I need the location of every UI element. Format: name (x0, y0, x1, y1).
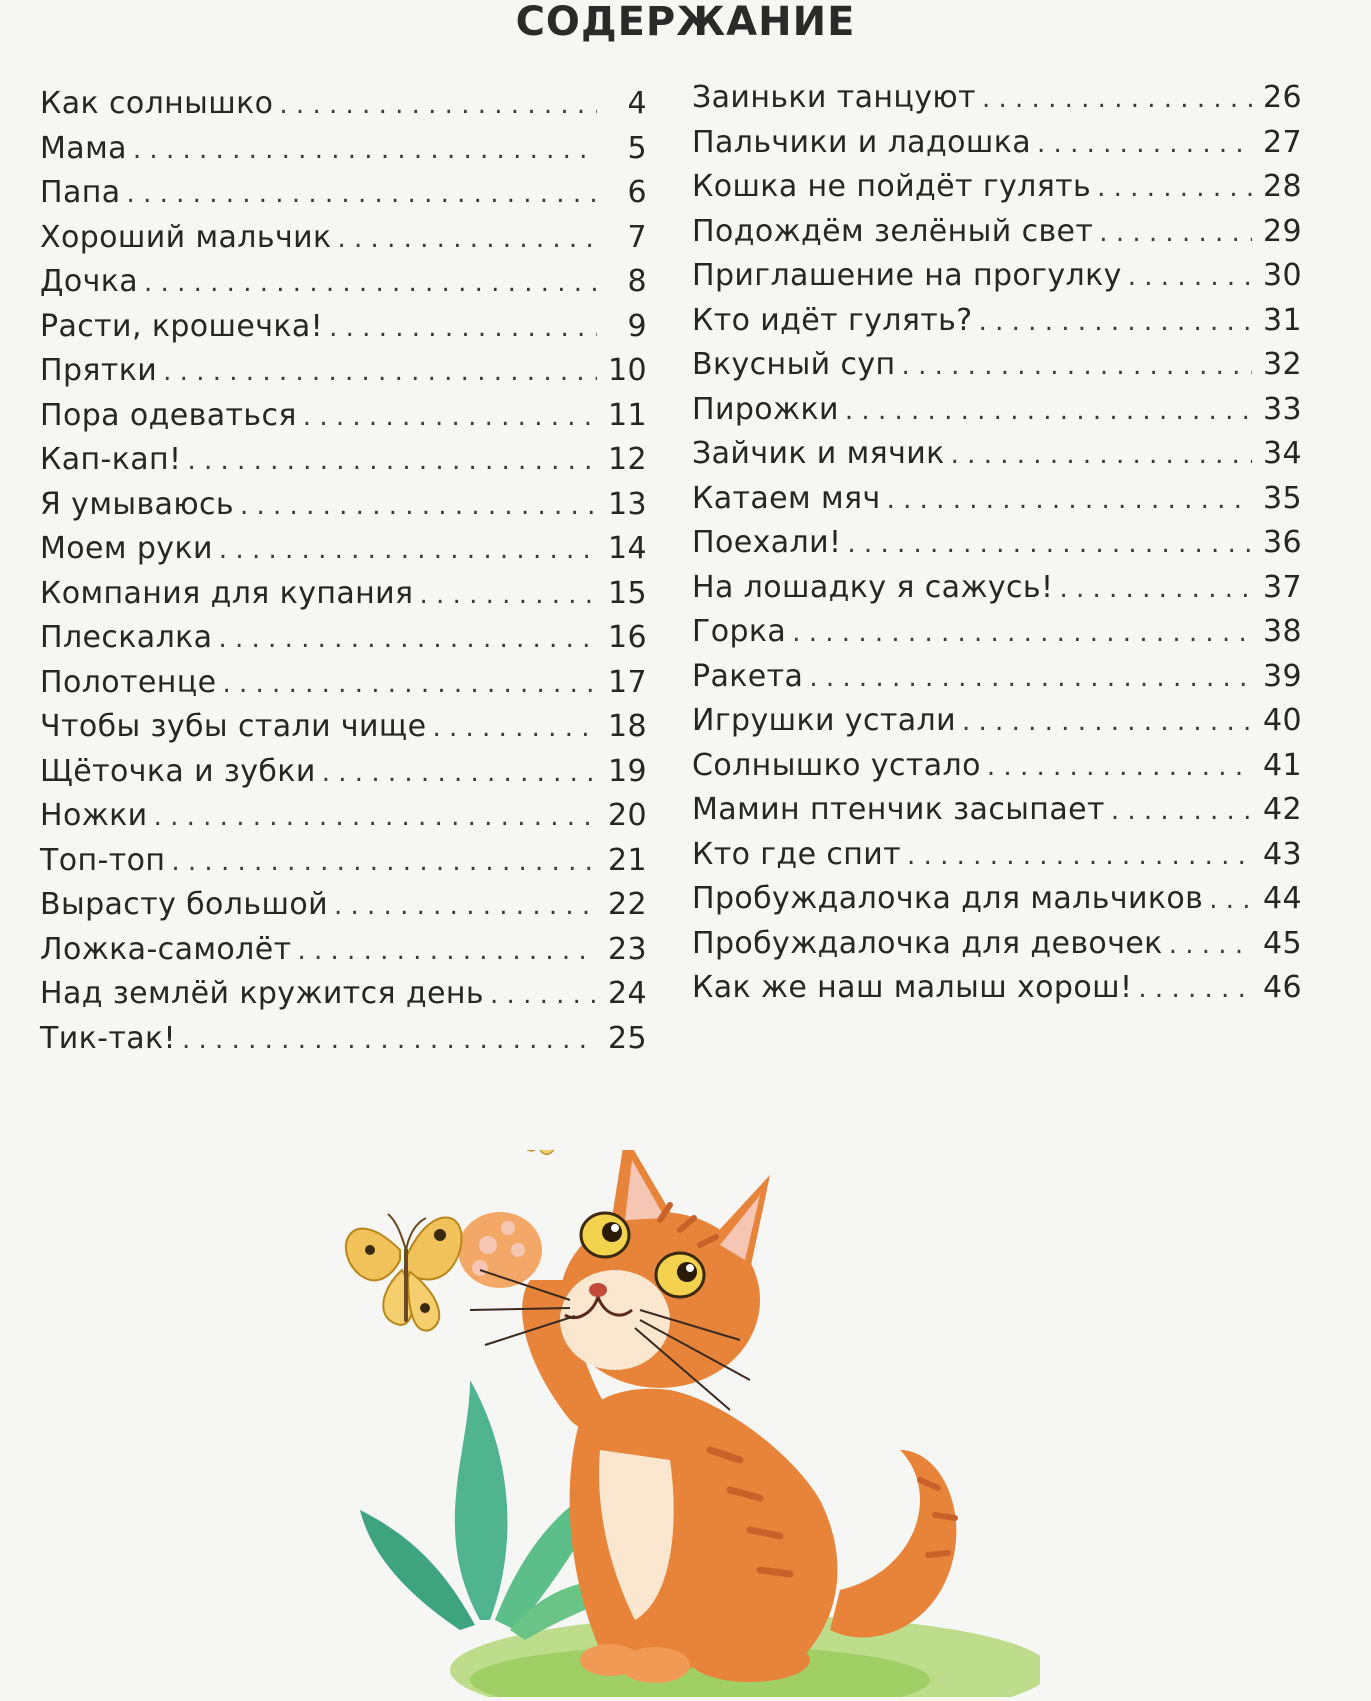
toc-leader-dots (338, 217, 598, 261)
toc-leader-dots (847, 522, 1252, 566)
toc-entry-page: 45 (1263, 925, 1302, 961)
toc-leader-dots (792, 611, 1252, 655)
toc-leader-dots (297, 929, 597, 973)
toc-leader-dots (171, 840, 597, 884)
toc-leader-dots (218, 617, 597, 661)
toc-entry-page: 31 (1263, 302, 1302, 338)
toc-entry-page: 29 (1263, 213, 1302, 249)
toc-entry-title: Кто где спит (692, 836, 902, 872)
toc-entry (40, 883, 647, 928)
kitten-with-butterflies-icon (280, 1150, 1040, 1697)
toc-entry (692, 121, 1302, 166)
toc-entry (40, 794, 647, 839)
toc-entry-page: 15 (608, 575, 647, 611)
toc-entry (692, 76, 1302, 121)
toc-entry-page: 30 (1263, 258, 1302, 293)
toc-entry-page: 44 (1263, 881, 1302, 916)
toc-entry-page: 5 (627, 130, 647, 166)
toc-leader-dots (1097, 166, 1252, 210)
toc-entry-title: Мамин птенчик засыпает (692, 792, 1105, 827)
toc-leader-dots (1128, 255, 1252, 299)
toc-entry (692, 922, 1302, 967)
toc-entry-page: 37 (1263, 569, 1302, 605)
toc-entry-title: Дочка (40, 264, 139, 299)
toc-leader-dots (163, 350, 597, 394)
toc-entry (40, 171, 647, 216)
toc-entry (40, 349, 647, 394)
toc-entry-page: 18 (608, 709, 647, 744)
toc-entry (692, 343, 1302, 388)
toc-entry-page: 4 (627, 86, 647, 121)
toc-entry-page: 16 (608, 620, 647, 655)
toc-entry-title: Приглашение на прогулку (692, 258, 1122, 293)
toc-leader-dots (962, 700, 1252, 744)
toc-entry-page: 11 (608, 397, 647, 433)
toc-entry (40, 483, 647, 528)
toc-leader-dots (1037, 122, 1252, 166)
toc-leader-dots (322, 751, 597, 795)
page-title: СОДЕРЖАНИЕ (515, 0, 856, 45)
toc-leader-dots (845, 389, 1252, 433)
toc-leader-dots (982, 77, 1252, 121)
toc-entry (692, 655, 1302, 700)
toc-leader-dots (133, 128, 597, 172)
toc-entry (692, 833, 1302, 878)
toc-leader-dots (987, 745, 1252, 789)
toc-entry-page: 46 (1263, 970, 1302, 1005)
toc-entry (692, 165, 1302, 210)
toc-entry-page: 27 (1263, 124, 1302, 160)
toc-leader-dots (420, 573, 597, 617)
toc-entry-title: Ракета (692, 658, 804, 694)
toc-entry-page: 8 (627, 264, 647, 299)
toc-leader-dots (432, 706, 597, 750)
toc-entry-title: Мама (40, 130, 127, 166)
toc-entry-title: Я умываюсь (40, 486, 234, 522)
toc-entry (692, 432, 1302, 477)
toc-entry-page: 41 (1263, 747, 1302, 783)
toc-entry-title: Компания для купания (40, 575, 414, 611)
toc-entry-title: Катаем мяч (692, 480, 881, 516)
toc-leader-dots (490, 973, 597, 1017)
toc-entry-title: Ложка-самолёт (40, 931, 292, 967)
toc-entry-title: Как солнышко (40, 86, 274, 121)
toc-leader-dots (1099, 211, 1252, 255)
toc-entry-page: 28 (1263, 169, 1302, 204)
toc-entry (40, 394, 647, 439)
toc-entry (40, 1017, 647, 1062)
toc-entry-title: Вырасту большой (40, 887, 328, 922)
toc-entry (40, 260, 647, 305)
toc-entry-page: 14 (608, 531, 647, 566)
toc-entry-page: 35 (1263, 480, 1302, 516)
toc-entry-page: 33 (1263, 391, 1302, 427)
toc-leader-dots (1169, 923, 1252, 967)
toc-entry (692, 788, 1302, 833)
toc-entry-title: На лошадку я сажусь! (692, 569, 1054, 605)
toc-entry (40, 216, 647, 261)
toc-leader-dots (1111, 789, 1252, 833)
toc-leader-dots (127, 172, 597, 216)
toc-entry (40, 438, 647, 483)
toc-entry-title: Чтобы зубы стали чище (40, 709, 427, 744)
toc-entry (692, 210, 1302, 255)
toc-entry-page: 39 (1263, 658, 1302, 694)
toc-leader-dots (1059, 567, 1252, 611)
toc-entry-title: Солнышко устало (692, 747, 981, 783)
toc-entry (40, 972, 647, 1017)
toc-entry-title: Зайчик и мячик (692, 436, 945, 471)
toc-leader-dots (240, 484, 597, 528)
toc-entry-page: 26 (1263, 80, 1302, 115)
toc-leader-dots (907, 834, 1252, 878)
toc-entry (40, 616, 647, 661)
toc-entry-title: Кап-кап! (40, 442, 182, 477)
toc-entry-title: Пробуждалочка для мальчиков (692, 881, 1204, 916)
toc-entry-title: Над землёй кружится день (40, 976, 485, 1011)
toc-entry (692, 966, 1302, 1011)
toc-entry-title: Вкусный суп (692, 347, 896, 382)
toc-leader-dots (187, 439, 597, 483)
toc-leader-dots (182, 1018, 597, 1062)
toc-entry-title: Тик-так! (40, 1020, 176, 1056)
toc-entry (692, 699, 1302, 744)
toc-entry (40, 127, 647, 172)
toc-entry-title: Игрушки устали (692, 703, 956, 738)
toc-leader-dots (334, 884, 597, 928)
toc-entry (692, 299, 1302, 344)
toc-entry (40, 82, 647, 127)
toc-entry-title: Кошка не пойдёт гулять (692, 169, 1092, 204)
toc-entry-title: Пальчики и ладошка (692, 124, 1032, 160)
toc-leader-dots (144, 261, 597, 305)
toc-entry-page: 38 (1263, 614, 1302, 649)
toc-entry-page: 24 (608, 976, 647, 1011)
toc-entry-page: 42 (1263, 792, 1302, 827)
toc-entry-title: Кто идёт гулять? (692, 302, 973, 338)
toc-entry-title: Пробуждалочка для девочек (692, 925, 1163, 961)
toc-entry-title: Пора одеваться (40, 397, 297, 433)
toc-leader-dots (222, 662, 597, 706)
toc-entry-title: Хороший мальчик (40, 219, 332, 255)
toc-entry-title: Как же наш малыш хорош! (692, 970, 1133, 1005)
toc-leader-dots (902, 344, 1252, 388)
toc-entry-title: Полотенце (40, 664, 217, 700)
toc-entry-title: Моем руки (40, 531, 213, 566)
toc-entry-page: 19 (608, 753, 647, 789)
toc-entry-page: 7 (627, 219, 647, 255)
toc-entry-page: 17 (608, 664, 647, 700)
toc-entry (40, 661, 647, 706)
toc-entry (40, 527, 647, 572)
toc-leader-dots (1138, 967, 1252, 1011)
toc-entry-title: Пирожки (692, 391, 839, 427)
toc-entry (692, 610, 1302, 655)
toc-leader-dots (951, 433, 1252, 477)
toc-entry-title: Плескалка (40, 620, 213, 655)
toc-entry (692, 877, 1302, 922)
toc-leader-dots (809, 656, 1252, 700)
toc-entry-page: 23 (608, 931, 647, 967)
toc-entry-page: 9 (627, 308, 647, 344)
toc-entry-page: 21 (608, 842, 647, 878)
toc-entry (692, 254, 1302, 299)
toc-entry (40, 705, 647, 750)
toc-entry-title: Прятки (40, 353, 158, 388)
toc-entry-title: Ножки (40, 798, 148, 833)
toc-entry-page: 6 (627, 175, 647, 210)
toc-entry-title: Поехали! (692, 525, 842, 560)
toc-entry (692, 521, 1302, 566)
toc-entry-page: 36 (1263, 525, 1302, 560)
toc-entry-page: 13 (608, 486, 647, 522)
toc-entry-title: Подождём зелёный свет (692, 213, 1094, 249)
toc-leader-dots (979, 300, 1252, 344)
toc-entry-title: Топ-топ (40, 842, 166, 878)
toc-entry-page: 20 (608, 798, 647, 833)
toc-entry (692, 388, 1302, 433)
toc-entry (40, 928, 647, 973)
toc-leader-dots (1209, 878, 1252, 922)
toc-entry (40, 305, 647, 350)
toc-entry-page: 10 (608, 353, 647, 388)
toc-leader-dots (279, 83, 597, 127)
toc-entry-page: 43 (1263, 836, 1302, 872)
toc-entry-title: Заиньки танцуют (692, 80, 976, 115)
toc-entry-page: 40 (1263, 703, 1302, 738)
toc-leader-dots (329, 306, 597, 350)
toc-entry-page: 32 (1263, 347, 1302, 382)
toc-column-left (40, 82, 647, 1061)
toc-entry-page: 12 (608, 442, 647, 477)
toc-leader-dots (887, 478, 1252, 522)
toc-entry-title: Щёточка и зубки (40, 753, 316, 789)
toc-entry-page: 25 (608, 1020, 647, 1056)
toc-column-right (692, 76, 1302, 1011)
toc-entry (692, 566, 1302, 611)
toc-entry (40, 572, 647, 617)
toc-entry-title: Папа (40, 175, 121, 210)
toc-entry (40, 839, 647, 884)
toc-leader-dots (219, 528, 597, 572)
toc-entry (692, 744, 1302, 789)
toc-leader-dots (154, 795, 597, 839)
kitten-illustration (280, 1150, 1040, 1697)
toc-leader-dots (303, 395, 597, 439)
toc-entry-page: 22 (608, 887, 647, 922)
toc-entry-title: Расти, крошечка! (40, 308, 324, 344)
toc-entry (40, 750, 647, 795)
toc-entry-page: 34 (1263, 436, 1302, 471)
toc-entry (692, 477, 1302, 522)
toc-entry-title: Горка (692, 614, 787, 649)
